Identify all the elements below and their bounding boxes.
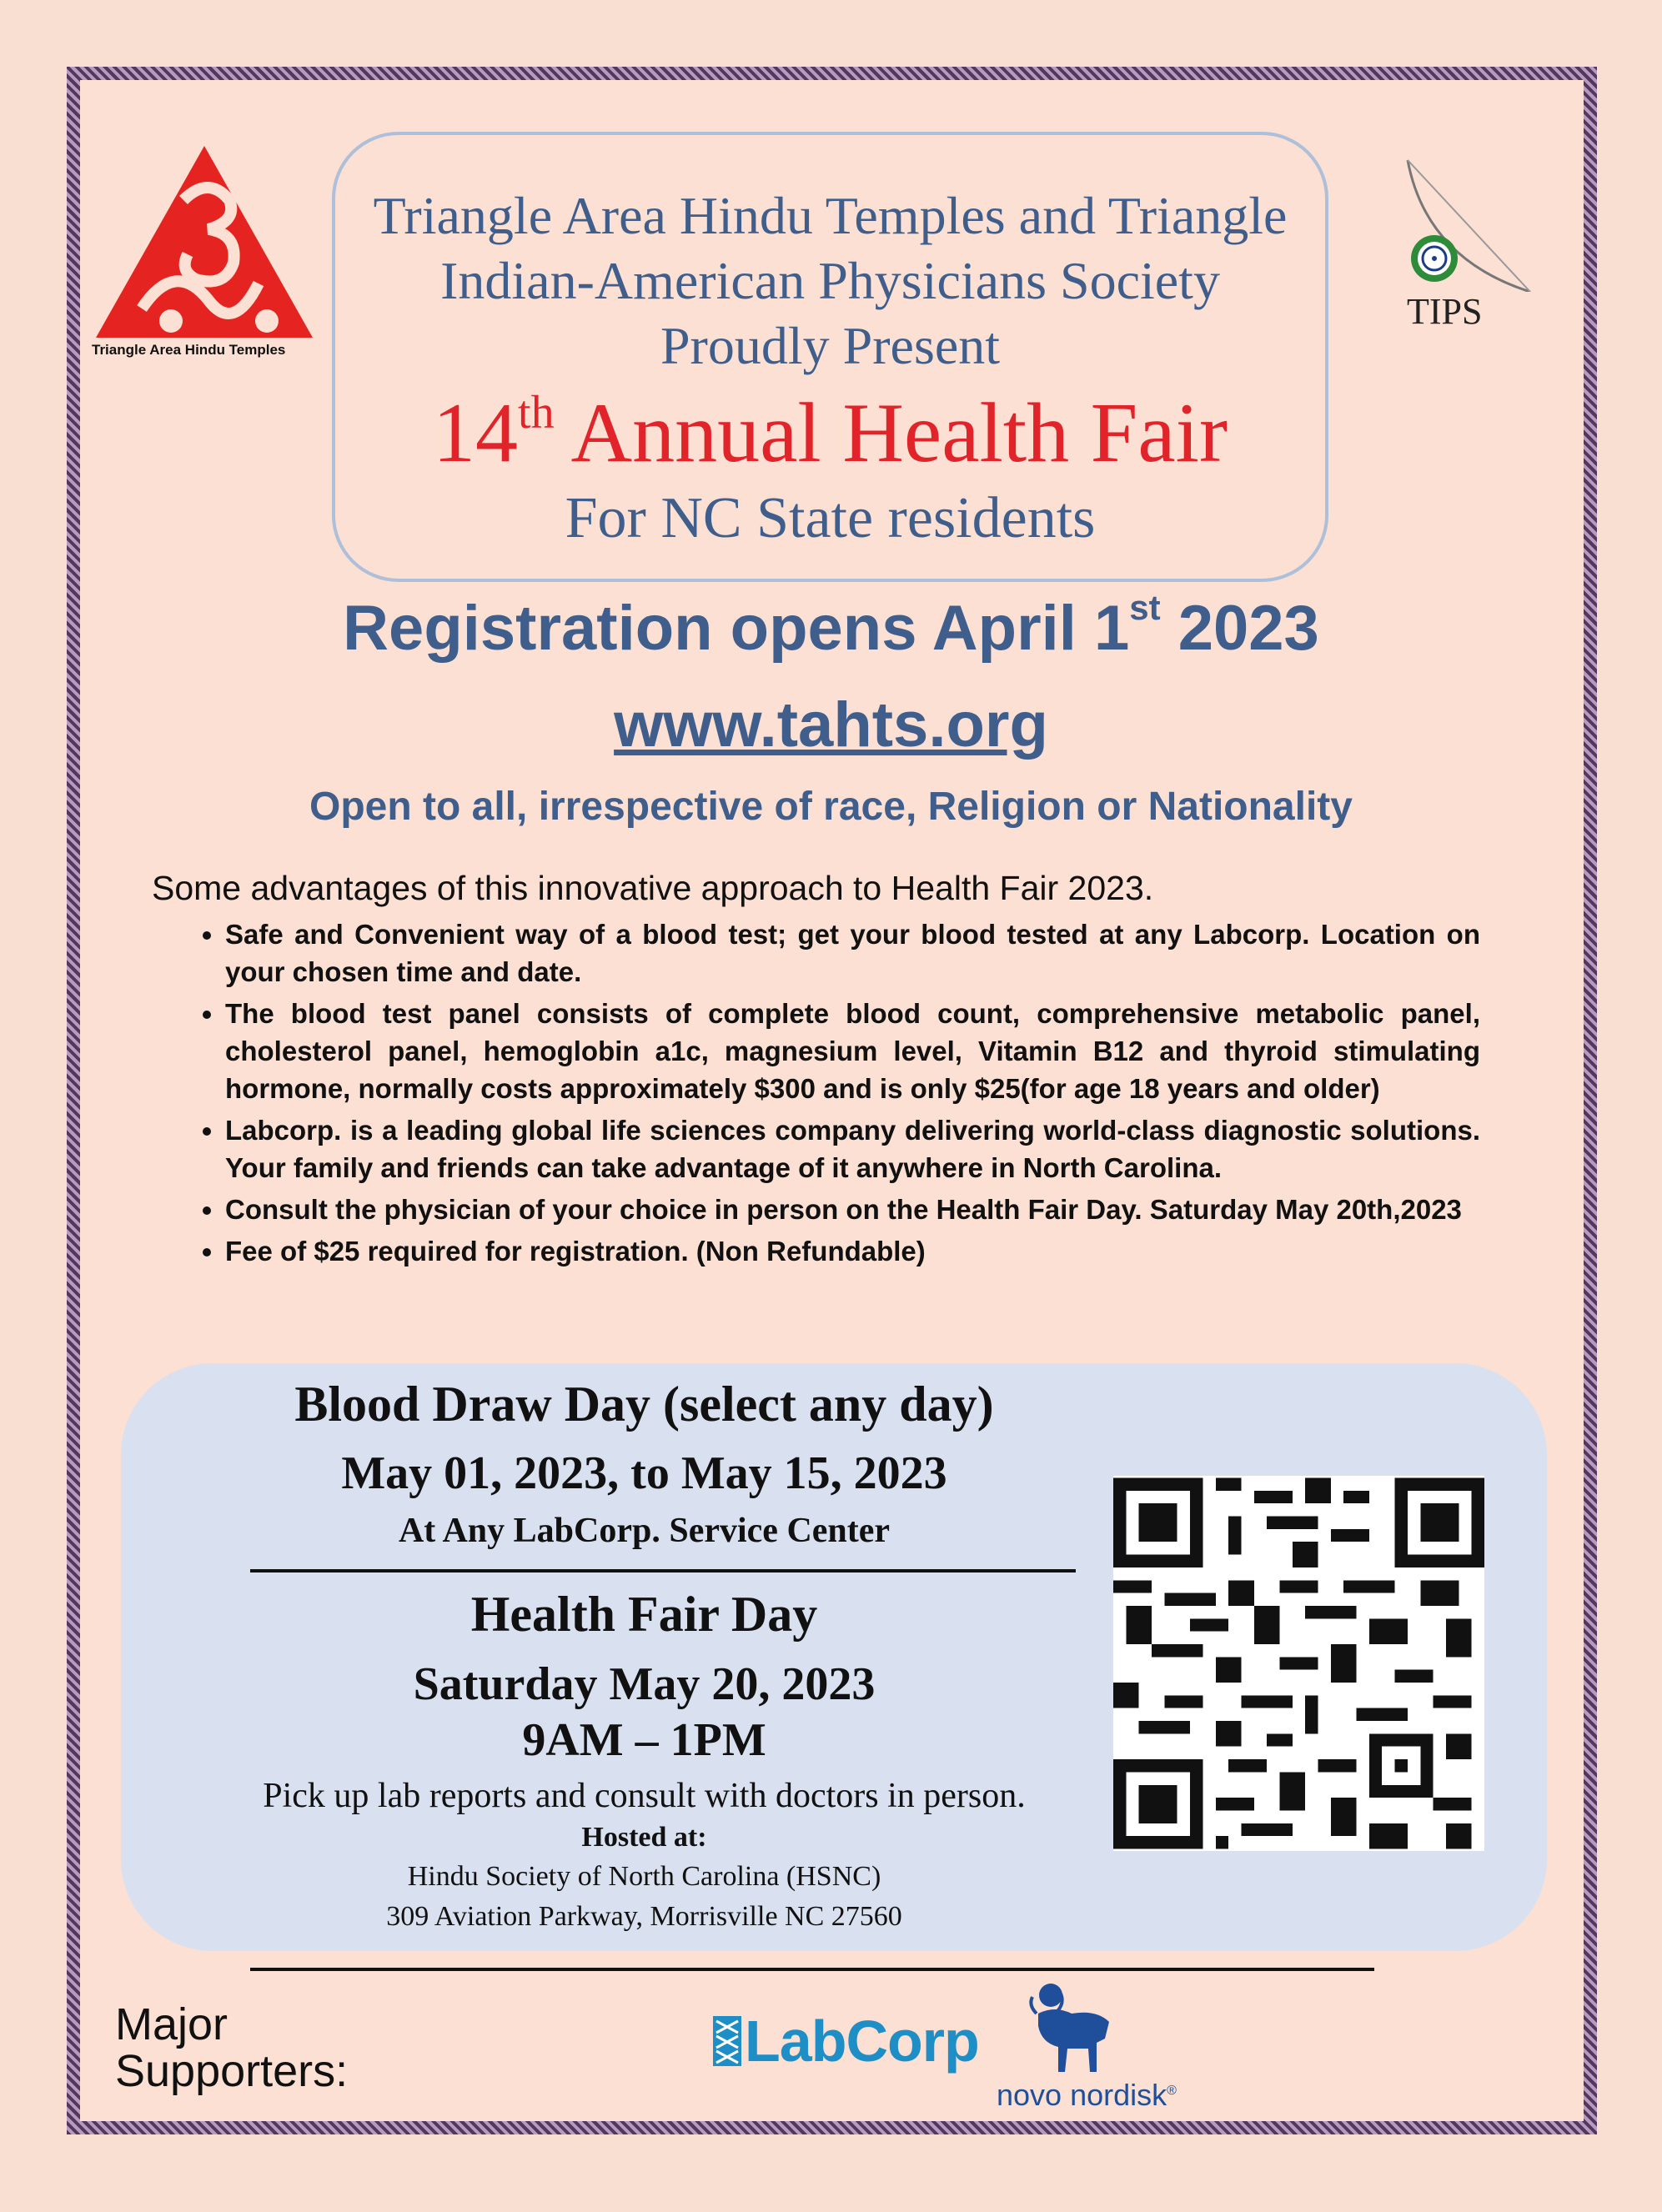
host-name: Hindu Society of North Carolina (HSNC) — [407, 1861, 881, 1892]
fair-subtitle: For NC State residents — [565, 486, 1096, 550]
presenter-line-2: Indian-American Physicians Society — [440, 251, 1220, 310]
section-divider — [250, 1569, 1076, 1572]
presenter-line-3: Proudly Present — [660, 316, 1001, 375]
advantages-list — [177, 915, 1480, 1274]
supporters-label: Major Supporters: — [115, 1999, 349, 2096]
health-fair-date: Saturday May 20, 2023 — [413, 1658, 876, 1710]
novo-nordisk-bull-icon — [1022, 1980, 1122, 2076]
tah-logo — [92, 142, 317, 342]
labcorp-logo-text: LabCorp — [745, 2009, 979, 2074]
fair-title: 14th Annual Health Fair — [433, 386, 1228, 480]
website-link[interactable]: www.tahts.org — [614, 690, 1048, 760]
novo-nordisk-logo-text: novo nordisk® — [997, 2078, 1177, 2112]
host-address: 309 Aviation Parkway, Morrisville NC 27560 — [386, 1901, 902, 1932]
hosted-at-label: Hosted at: — [581, 1822, 707, 1853]
health-fair-day-heading: Health Fair Day — [470, 1587, 818, 1642]
advantage-item: • Fee of $25 required for registration. (Non Refundable) — [225, 1232, 1480, 1270]
blood-draw-location: At Any LabCorp. Service Center — [398, 1512, 891, 1550]
advantage-item: • Consult the physician of your choice in person on the Health Fair Day. Saturday May 20th,2023 — [225, 1191, 1480, 1228]
health-fair-time: 9AM – 1PM — [522, 1714, 766, 1766]
tips-logo-label: TIPS — [1407, 291, 1483, 332]
advantage-item: • The blood test panel consists of complete blood count, comprehensive metabolic panel, cholesterol panel, hemoglobin a1c, magnesium level, Vitamin B12 and thyroid stimulating hormone, normally costs approximately $300 and is only $25(for age 18 years and older) — [225, 995, 1480, 1107]
advantages-heading: Some advantages of this innovative approach to Health Fair 2023. — [152, 869, 1154, 907]
advantage-item: • Labcorp. is a leading global life sciences company delivering world-class diagnostic solutions. Your family and friends can take advantage of it anywhere in North Carolina. — [225, 1111, 1480, 1186]
labcorp-icon — [713, 2016, 741, 2066]
registration-opens: Registration opens April 1st 2023 — [343, 588, 1319, 664]
blood-draw-heading: Blood Draw Day (select any day) — [294, 1377, 994, 1432]
presenter-line-1: Triangle Area Hindu Temples and Triangle — [373, 186, 1288, 245]
tah-logo-label: Triangle Area Hindu Temples — [92, 342, 286, 358]
health-fair-note: Pick up lab reports and consult with doctors in person. — [263, 1777, 1026, 1815]
tips-logo — [1401, 158, 1534, 292]
advantage-item: • Safe and Convenient way of a blood test; get your blood tested at any Labcorp. Location on your chosen time and date. — [225, 915, 1480, 991]
open-to-all: Open to all, irrespective of race, Religion or Nationality — [309, 785, 1353, 829]
header-box — [332, 132, 1328, 582]
qr-code[interactable] — [1113, 1476, 1484, 1851]
blood-draw-dates: May 01, 2023, to May 15, 2023 — [341, 1447, 947, 1499]
footer-divider — [250, 1968, 1374, 1971]
